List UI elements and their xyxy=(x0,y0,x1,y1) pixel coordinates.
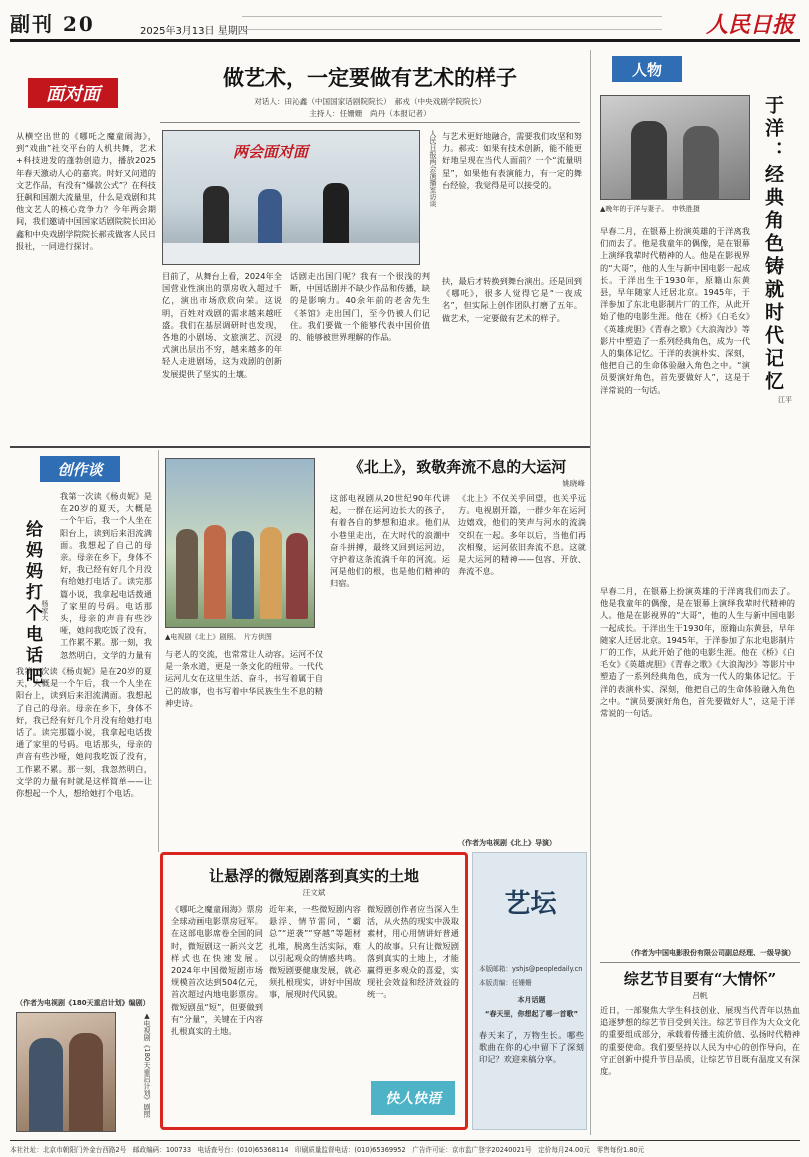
feature-photo-caption: ▲晚年的于洋与妻子。 申铁胜摄 xyxy=(600,205,700,213)
person-figure xyxy=(323,183,349,245)
column-tag-renwu: 人物 xyxy=(612,56,682,82)
left-text-top: 我第一次读《杨贞妮》是在20岁的夏天，大概是一个午后，我一个人坐在阳台上，读到后来泪流满面。我想起了自己的母亲。母亲在乡下，身体不好，我已经有好几个月没有给她打电话了。读完那篇小说，我拿起电话拨通了家里的号码。电话那头，母亲的声音有些沙哑，她问我吃饭了没有，工作累不累。那一刻，我忽然明白，文学的力量有 xyxy=(60,491,152,660)
left-text-bottom: 我第一次读《杨贞妮》是在20岁的夏天，大概是一个午后，我一个人坐在阳台上，读到后来泪流满面。我想起了自己的母亲。母亲在乡下，身体不好，我已经有好几个月没有给她打电话了。读完那篇小说，我拿起电话拨通了家里的号码。电话那头，母亲的声音有些沙哑，她问我吃饭了没有，工作累不累。那一刻，我忽然明白，文学的力量有时就是这样简单——让你想起一个人，想给她打个电话。 xyxy=(16,666,152,799)
left-author-note: （作者为电视剧《180天重启计划》编剧） xyxy=(16,999,150,1007)
feature-text-continued xyxy=(600,585,795,945)
section-divider xyxy=(10,446,590,448)
feature-photo xyxy=(600,95,750,200)
header-rule xyxy=(242,16,662,30)
column-rule xyxy=(590,50,591,1135)
highlight-text-col3: 微短剧创作者应当深入生活，从火热的现实中汲取素材，用心用情讲好普通人的故事。只有让微短剧落到真实的土地上，才能赢得更多观众的喜爱，实现社会效益和经济效益的统一。 xyxy=(367,904,459,1000)
bottom-right-text: 近日，一部聚焦大学生科技创业、展现当代青年以热血追逐梦想的综艺节目受到关注。综艺节目作为大众文化的重要组成部分，承载着传播主流价值、弘扬时代精神的重要使命。我们要坚持以人民为中心的创作导向，在守正创新中提升节目品质，让综艺节目既有温度又有深度。 xyxy=(600,1005,800,1077)
feature-text: 早春二月，在银幕上扮演英雄的于洋离我们而去了。他是我童年的偶像，是在银幕上演绎我辈时代精神的人。他是在影视界的“大哥”，他的人生与新中国电影一起成长。于洋出生于1930年，原籍山东黄县，早年随家人迁居北京。1945年，于洋参加了东北电影制片厂的工作，从此开始了他的电影生涯。他在《桥》《白毛女》《英雄虎胆》《青春之歌》《大浪淘沙》等影片中塑造了一系列经典角色，成为一代人的集体记忆。于洋的表演朴实、深刻，他把自己的生命体验融入角色之中。“演员要演好角色，首先要做好人”，这是于洋常说的一句话。 xyxy=(600,226,750,395)
person-figure xyxy=(631,121,667,200)
person-figure xyxy=(260,527,282,619)
middle-text-col2: 《北上》不仅关乎回望，也关乎远方。电视剧开篇，一群少年在运河边嬉戏，他们的笑声与河水的流淌交织在一起。多年以后，当他们再次相聚，运河依旧奔流不息。这就是大运河的精神——包容、开放、奔流不息。 xyxy=(458,493,586,577)
person-figure xyxy=(29,1038,63,1132)
yitan-topic: “春天里，你想起了哪一首歌” xyxy=(484,1010,579,1018)
middle-author: 姚晓峰 xyxy=(562,479,585,488)
bottom-right-author: 吕帆 xyxy=(692,991,708,1000)
left-title-vertical: 给妈妈打个电话吧 xyxy=(22,520,42,688)
highlight-article-box xyxy=(160,852,468,1130)
left-drama-photo xyxy=(16,1012,116,1132)
highlight-headline: 让悬浮的微短剧落到真实的土地 xyxy=(208,867,419,885)
feature-title-vertical: 于洋：经典角色铸就时代记忆 xyxy=(762,95,784,394)
top-text-col5: 扶，最后才转换到舞台演出。还是回到《哪吒》，很多人觉得它是“一夜成名”，但实际上创作团队打磨了五年。做艺术，一定要做有艺术的样子。 xyxy=(442,276,582,323)
middle-text-col1: 这部电视剧从20世纪90年代讲起，一群在运河边长大的孩子，有着各自的梦想和追求。他们从小巷里走出，在大时代的浪潮中奋斗拼搏，最终又回到运河边，守护着这条流淌千年的河流。运河是他们的根，也是他们精神的归宿。 xyxy=(330,493,450,589)
column-tag-chuangzuotan: 创作谈 xyxy=(40,456,120,482)
top-byline-hosts: 主持人：任姗姗 尚丹（本报记者） xyxy=(309,109,431,118)
yitan-editor: 本版责编：任姗姗 xyxy=(479,979,532,987)
feature-author: 江平 xyxy=(778,396,792,404)
person-figure xyxy=(176,529,198,619)
column-rule xyxy=(158,450,159,852)
column-tag-kuairenkuaiyu: 快人快语 xyxy=(371,1081,455,1115)
top-headline: 做艺术，一定要做有艺术的样子 xyxy=(223,65,517,90)
yitan-box xyxy=(472,852,587,1130)
feature-text-repeat: 早春二月，在银幕上扮演英雄的于洋离我们而去了。他是我童年的偶像，是在银幕上演绎我辈时代精神的人。他是在影视界的“大哥”，他的人生与新中国电影一起成长。于洋出生于1930年，原籍山东黄县，早年随家人迁居北京。1945年，于洋参加了东北电影制片厂的工作，从此开始了他的电影生涯。他在《桥》《白毛女》《英雄虎胆》《青春之歌》《大浪淘沙》等影片中塑造了一系列经典角色，成为一代人的集体记忆。于洋的表演朴实、深刻，他把自己的生命体验融入角色之中。“演员要演好角色，首先要做好人”，这是于洋常说的一句话。 xyxy=(600,586,795,719)
beishang-photo-caption: ▲电视剧《北上》剧照。 片方供图 xyxy=(165,633,272,641)
middle-author-note: （作者为电视剧《北上》导演） xyxy=(458,839,556,847)
studio-floor xyxy=(163,243,420,265)
person-figure xyxy=(232,531,254,619)
middle-headline: 《北上》，致敬奔流不息的大运河 xyxy=(348,458,567,476)
studio-photo-caption: 人民日报两会演播室访谈 xyxy=(429,130,437,207)
top-text-col1: 从横空出世的《哪吒之魔童闹海》，到“戏曲”社交平台的人机共舞，艺术+科技进发的蓬勃创造力，播放2025年春天激动人心的嘉宾。时好又问道的文艺作品，有没有“爆款公式”？在科技狂飙和国潮大流量里，什么是戏剧和其他文艺人的核心竞争力？今年两会期间，我们邀请中国国家话剧院院长田沁鑫和中央戏剧学院院长郝戎做客人民日报社，一同进行探讨。 xyxy=(16,131,156,251)
top-text-col4: 与艺术更好地融合，需要我们攻坚和努力。郝戎：如果有技术创新，能不能更好地呈现在当代人面前？一个“流量明星”，如果他有表演能力，有一定的舞台经验，我觉得是可以接受的。 xyxy=(442,131,582,190)
top-text-col3: 话剧走出国门呢？我有一个很浅的判断，中国话剧并不缺少作品和传播，缺的是影响力。40余年前的老舍先生《茶馆》走出国门，至今仍被人们记住。我们要做一个能够代表中国价值的、能够被世界理解的作品。 xyxy=(290,271,430,343)
person-figure xyxy=(286,533,308,619)
bottom-right-headline: 综艺节目要有“大情怀” xyxy=(623,970,777,988)
feature-text-top xyxy=(600,225,750,580)
person-figure xyxy=(203,186,229,246)
masthead xyxy=(10,8,800,42)
yitan-topic-label: 本月话题 xyxy=(517,996,546,1004)
studio-photo xyxy=(162,130,420,265)
top-text-col2: 目前了，从舞台上看，2024年全国营业性演出的票房收入超过千亿，演出市场欣欣向荣。这说明，百姓对戏剧的需求越来越旺盛。我们在基层调研时也发现，各地的小剧场、文旅演艺、沉浸式演出层出不穷，越来越多的年轻人走进剧场，这为戏剧的创新发展提供了坚实的土壤。 xyxy=(162,271,282,379)
column-tag-mianduimian: 面对面 xyxy=(28,78,118,108)
issue-date: 2025年3月13日 星期四 xyxy=(140,26,248,37)
page-section-number: 副刊 20 xyxy=(10,12,95,36)
studio-backdrop-text: 两会面对面 xyxy=(233,143,309,161)
person-figure xyxy=(683,126,719,200)
top-byline-participants: 对话人：田沁鑫（中国国家话剧院院长） 郝戎（中央戏剧学院院长） xyxy=(254,97,486,106)
page-footer: 本社社址：北京市朝阳门外金台西路2号 邮政编码：100733 电话查号台：(010)65368114 印刷质量监督电话：(010)65369952 广告许可证：京市监广登字20240021号 定价每月24.00元 零售每份1.80元 xyxy=(10,1140,800,1154)
left-author: 杨家大 xyxy=(41,600,49,621)
yitan-title: 艺坛 xyxy=(504,889,557,919)
highlight-text-col2: 近年来，一些微短剧内容悬浮、情节雷同，“霸总”“逆袭”“穿越”等题材扎堆，脱离生活实际，难以引起观众的情感共鸣。微短剧要健康发展，就必须扎根现实，讲好中国故事，展现时代风貌。 xyxy=(269,904,361,1000)
person-figure xyxy=(69,1033,103,1132)
feature-author-note: （作者为中国电影股份有限公司副总经理、一级导演） xyxy=(627,949,795,957)
person-figure xyxy=(258,189,282,245)
left-photo-caption: ▲电视剧《180天重启计划》剧照 xyxy=(143,1012,151,1118)
person-figure xyxy=(204,525,226,619)
highlight-text-col1: 《哪吒之魔童闹海》票房全球动画电影票房冠军。在这部电影席卷全国的同时，微短剧这一新兴文艺样式也在快速发展。2024年中国微短剧市场规模首次达到504亿元，首次超过内地电影票房。微短剧虽“短”，但要做到有“分量”，关键在于内容扎根真实的土地。 xyxy=(171,904,263,1037)
newspaper-logo: 人民日报 xyxy=(705,12,794,38)
divider xyxy=(600,962,800,963)
divider xyxy=(160,122,580,123)
middle-text-col3: 与老人的交流，也常常让人动容。运河不仅是一条水道，更是一条文化的纽带。一代代运河儿女在这里生活、奋斗，书写着属于自己的故事，也书写着中华民族生生不息的精神史诗。 xyxy=(165,649,323,708)
beishang-photo xyxy=(165,458,315,628)
yitan-email: 本版邮箱：yshjs@peopledaily.cn xyxy=(479,965,583,973)
yitan-text: 春天来了，万物生长。哪些歌曲在你的心中留下了深刻印记？欢迎来稿分享。 xyxy=(479,1030,584,1065)
highlight-author: 汪文斌 xyxy=(302,888,326,897)
